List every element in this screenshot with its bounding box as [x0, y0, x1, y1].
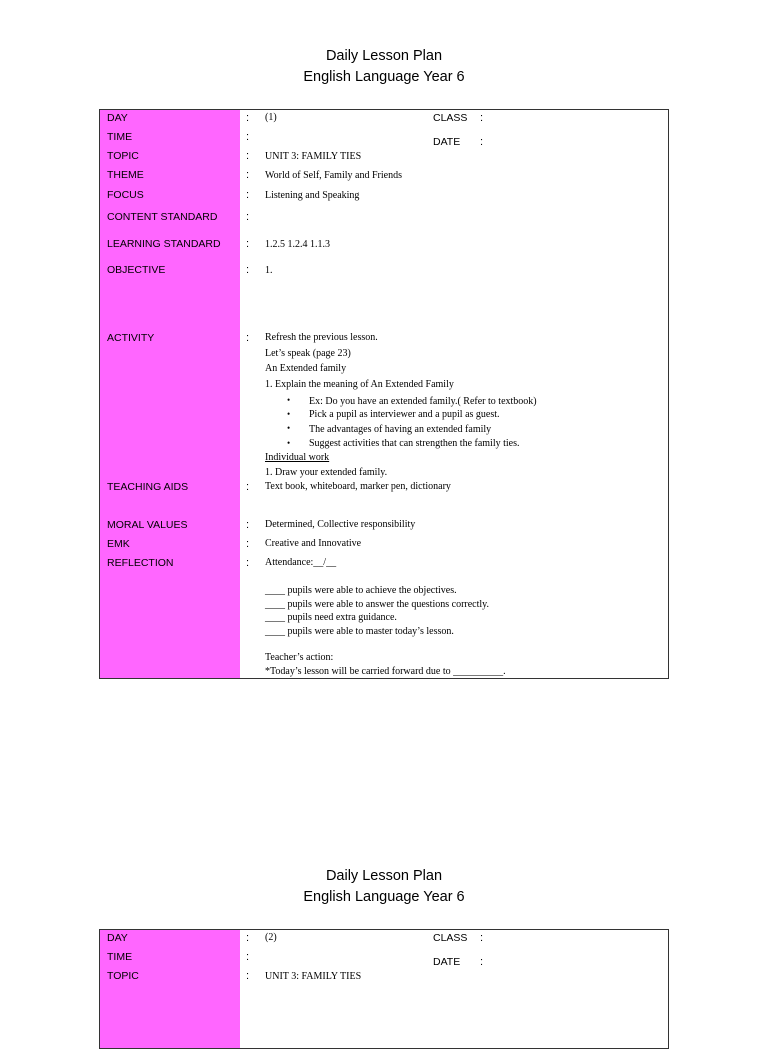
date-colon: : — [480, 136, 484, 148]
day-colon: : — [246, 932, 250, 944]
bullet-icon: • — [287, 409, 291, 419]
activity-label: ACTIVITY — [107, 332, 155, 344]
teaching-aids-label: TEACHING AIDS — [107, 481, 189, 493]
focus-colon: : — [246, 189, 250, 201]
learning-standard-label: LEARNING STANDARD — [107, 238, 221, 250]
reflection-label: REFLECTION — [107, 557, 174, 569]
reflection-line: ____ pupils were able to answer the questions correctly. — [265, 599, 490, 610]
plan-title: Daily Lesson Plan — [325, 868, 443, 884]
class-label: CLASS — [433, 932, 468, 944]
lesson-plan-table — [99, 109, 669, 679]
content-standard-colon: : — [246, 211, 250, 223]
objective-value: 1. — [265, 265, 273, 276]
activity-bullet: Ex: Do you have an extended family.( Refer to textbook) — [309, 396, 537, 407]
moral-values-label: MORAL VALUES — [107, 519, 188, 531]
moral-values-colon: : — [246, 519, 250, 531]
attendance-line: Attendance:__/__ — [265, 557, 337, 568]
day-value: (1) — [265, 112, 277, 123]
bullet-icon: • — [287, 423, 291, 433]
date-label: DATE — [433, 956, 461, 968]
topic-label: TOPIC — [107, 970, 139, 982]
individual-work-heading: Individual work — [265, 452, 330, 463]
class-colon: : — [480, 932, 484, 944]
lesson-plan-table — [99, 929, 669, 1049]
time-colon: : — [246, 951, 250, 963]
objective-label: OBJECTIVE — [107, 264, 166, 276]
day-label: DAY — [107, 112, 128, 124]
emk-colon: : — [246, 538, 250, 550]
content-standard-label: CONTENT STANDARD — [107, 211, 218, 223]
time-colon: : — [246, 131, 250, 143]
focus-label: FOCUS — [107, 189, 144, 201]
activity-bullet: Pick a pupil as interviewer and a pupil as guest. — [309, 409, 500, 420]
teaching-aids-colon: : — [246, 481, 250, 493]
learning-standard-colon: : — [246, 238, 250, 250]
date-colon: : — [480, 956, 484, 968]
class-label: CLASS — [433, 112, 468, 124]
class-colon: : — [480, 112, 484, 124]
reflection-line: ____ pupils need extra guidance. — [265, 612, 397, 623]
bullet-icon: • — [287, 438, 291, 448]
teacher-action-line: Teacher’s action: — [265, 652, 334, 663]
activity-bullet: Suggest activities that can strengthen the family ties. — [309, 438, 520, 449]
label-column — [100, 930, 240, 1048]
time-label: TIME — [107, 951, 133, 963]
topic-colon: : — [246, 970, 250, 982]
topic-label: TOPIC — [107, 150, 139, 162]
theme-value: World of Self, Family and Friends — [265, 170, 402, 181]
day-value: (2) — [265, 932, 277, 943]
reflection-colon: : — [246, 557, 250, 569]
emk-value: Creative and Innovative — [265, 538, 362, 549]
moral-values-value: Determined, Collective responsibility — [265, 519, 416, 530]
activity-line: 1. Explain the meaning of An Extended Family — [265, 379, 454, 390]
theme-colon: : — [246, 169, 250, 181]
reflection-line: ____ pupils were able to master today’s lesson. — [265, 626, 454, 637]
plan-title: Daily Lesson Plan — [325, 48, 443, 64]
focus-value: Listening and Speaking — [265, 190, 360, 201]
time-label: TIME — [107, 131, 133, 143]
plan-subtitle: English Language Year 6 — [303, 889, 465, 905]
teaching-aids-value: Text book, whiteboard, marker pen, dictionary — [265, 481, 451, 492]
topic-value: UNIT 3: FAMILY TIES — [265, 971, 362, 982]
day-label: DAY — [107, 932, 128, 944]
day-colon: : — [246, 112, 250, 124]
emk-label: EMK — [107, 538, 130, 550]
activity-line: Let’s speak (page 23) — [265, 348, 351, 359]
date-label: DATE — [433, 136, 461, 148]
topic-colon: : — [246, 150, 250, 162]
plan-subtitle: English Language Year 6 — [303, 69, 465, 85]
activity-line: An Extended family — [265, 363, 347, 374]
activity-bullet: The advantages of having an extended family — [309, 424, 492, 435]
theme-label: THEME — [107, 169, 144, 181]
learning-standard-value: 1.2.5 1.2.4 1.1.3 — [265, 239, 330, 250]
objective-colon: : — [246, 264, 250, 276]
individual-work-item: 1. Draw your extended family. — [265, 467, 388, 478]
topic-value: UNIT 3: FAMILY TIES — [265, 151, 362, 162]
activity-colon: : — [246, 332, 250, 344]
reflection-line: ____ pupils were able to achieve the objectives. — [265, 585, 457, 596]
carried-forward-line: *Today’s lesson will be carried forward due to __________. — [265, 666, 506, 677]
bullet-icon: • — [287, 395, 291, 405]
activity-line: Refresh the previous lesson. — [265, 332, 378, 343]
